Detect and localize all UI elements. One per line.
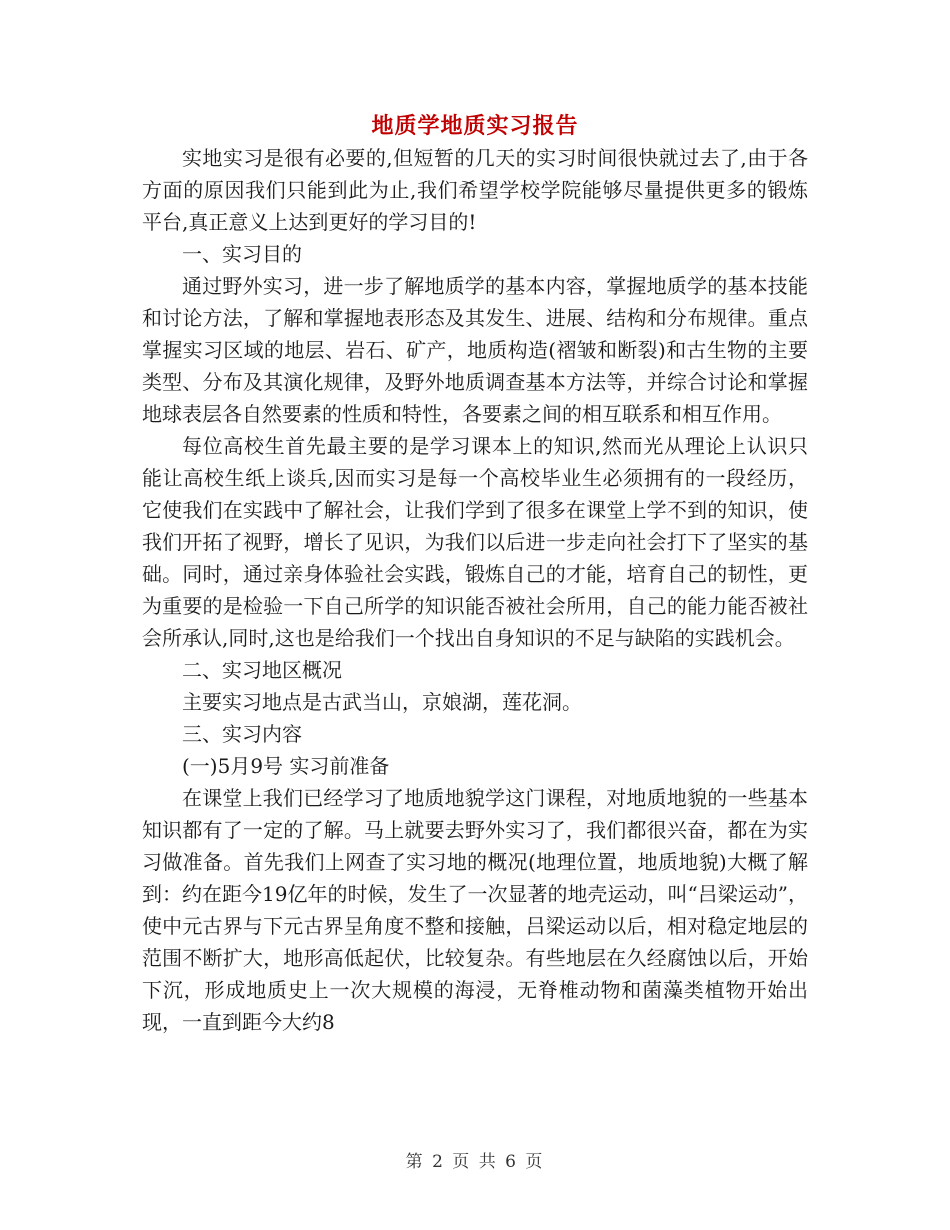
document-title: 地质学地质实习报告	[371, 113, 579, 139]
intro-paragraph: 实地实习是很有必要的,但短暂的几天的实习时间很快就过去了,由于各方面的原因我们只能到此为止,我们希望学校学院能够尽量提供更多的锻炼平台,真正意义上达到更好的学习目的!	[142, 146, 808, 234]
section-heading-area: 二、实习地区概况	[182, 658, 342, 682]
purpose-paragraph: 通过野外实习，进一步了解地质学的基本内容，掌握地质学的基本技能和讨论方法，了解和掌握地表形态及其发生、进展、结构和分布规律。重点掌握实习区域的地层、岩石、矿产，地质构造(褶皱和断裂)和古生物的主要类型、分布及其演化规律，及野外地质调查基本方法等，并综合讨论和掌握地球表层各自然要素的性质和特性，各要素之间的相互联系和相互作用。	[142, 274, 808, 426]
area-locations-line: 主要实习地点是古武当山，京娘湖，莲花洞。	[182, 690, 582, 714]
page-footer: 第 2 页 共 6 页	[405, 1152, 545, 1172]
preparation-paragraph: 在课堂上我们已经学习了地质地貌学这门课程，对地质地貌的一些基本知识都有了一定的了解。马上就要去野外实习了，我们都很兴奋，都在为实习做准备。首先我们上网查了实习地的概况(地理位置，地质地貌)大概了解到：约在距今19亿年的时候，发生了一次显著的地壳运动，叫“吕梁运动”，使中元古界与下元古界呈角度不整和接触，吕梁运动以后，相对稳定地层的范围不断扩大，地形高低起伏，比较复杂。有些地层在久经腐蚀以后，开始下沉，形成地质史上一次大规模的海浸，无脊椎动物和菌藻类植物开始出现，一直到距今大约8	[142, 786, 808, 1034]
section-heading-purpose: 一、实习目的	[182, 242, 302, 266]
subsection-heading-may9: (一)5月9号 实习前准备	[182, 754, 390, 778]
experience-paragraph: 每位高校生首先最主要的是学习课本上的知识,然而光从理论上认识只能让高校生纸上谈兵,因而实习是每一个高校毕业生必须拥有的一段经历，它使我们在实践中了解社会，让我们学到了很多在课堂上学不到的知识，使我们开拓了视野，增长了见识，为我们以后进一步走向社会打下了坚实的基础。同时，通过亲身体验社会实践，锻炼自己的才能，培育自己的韧性，更为重要的是检验一下自己所学的知识能否被社会所用，自己的能力能否被社会所承认,同时,这也是给我们一个找出自身知识的不足与缺陷的实践机会。	[142, 434, 808, 650]
section-heading-content: 三、实习内容	[182, 722, 302, 746]
document-body	[142, 142, 808, 1038]
